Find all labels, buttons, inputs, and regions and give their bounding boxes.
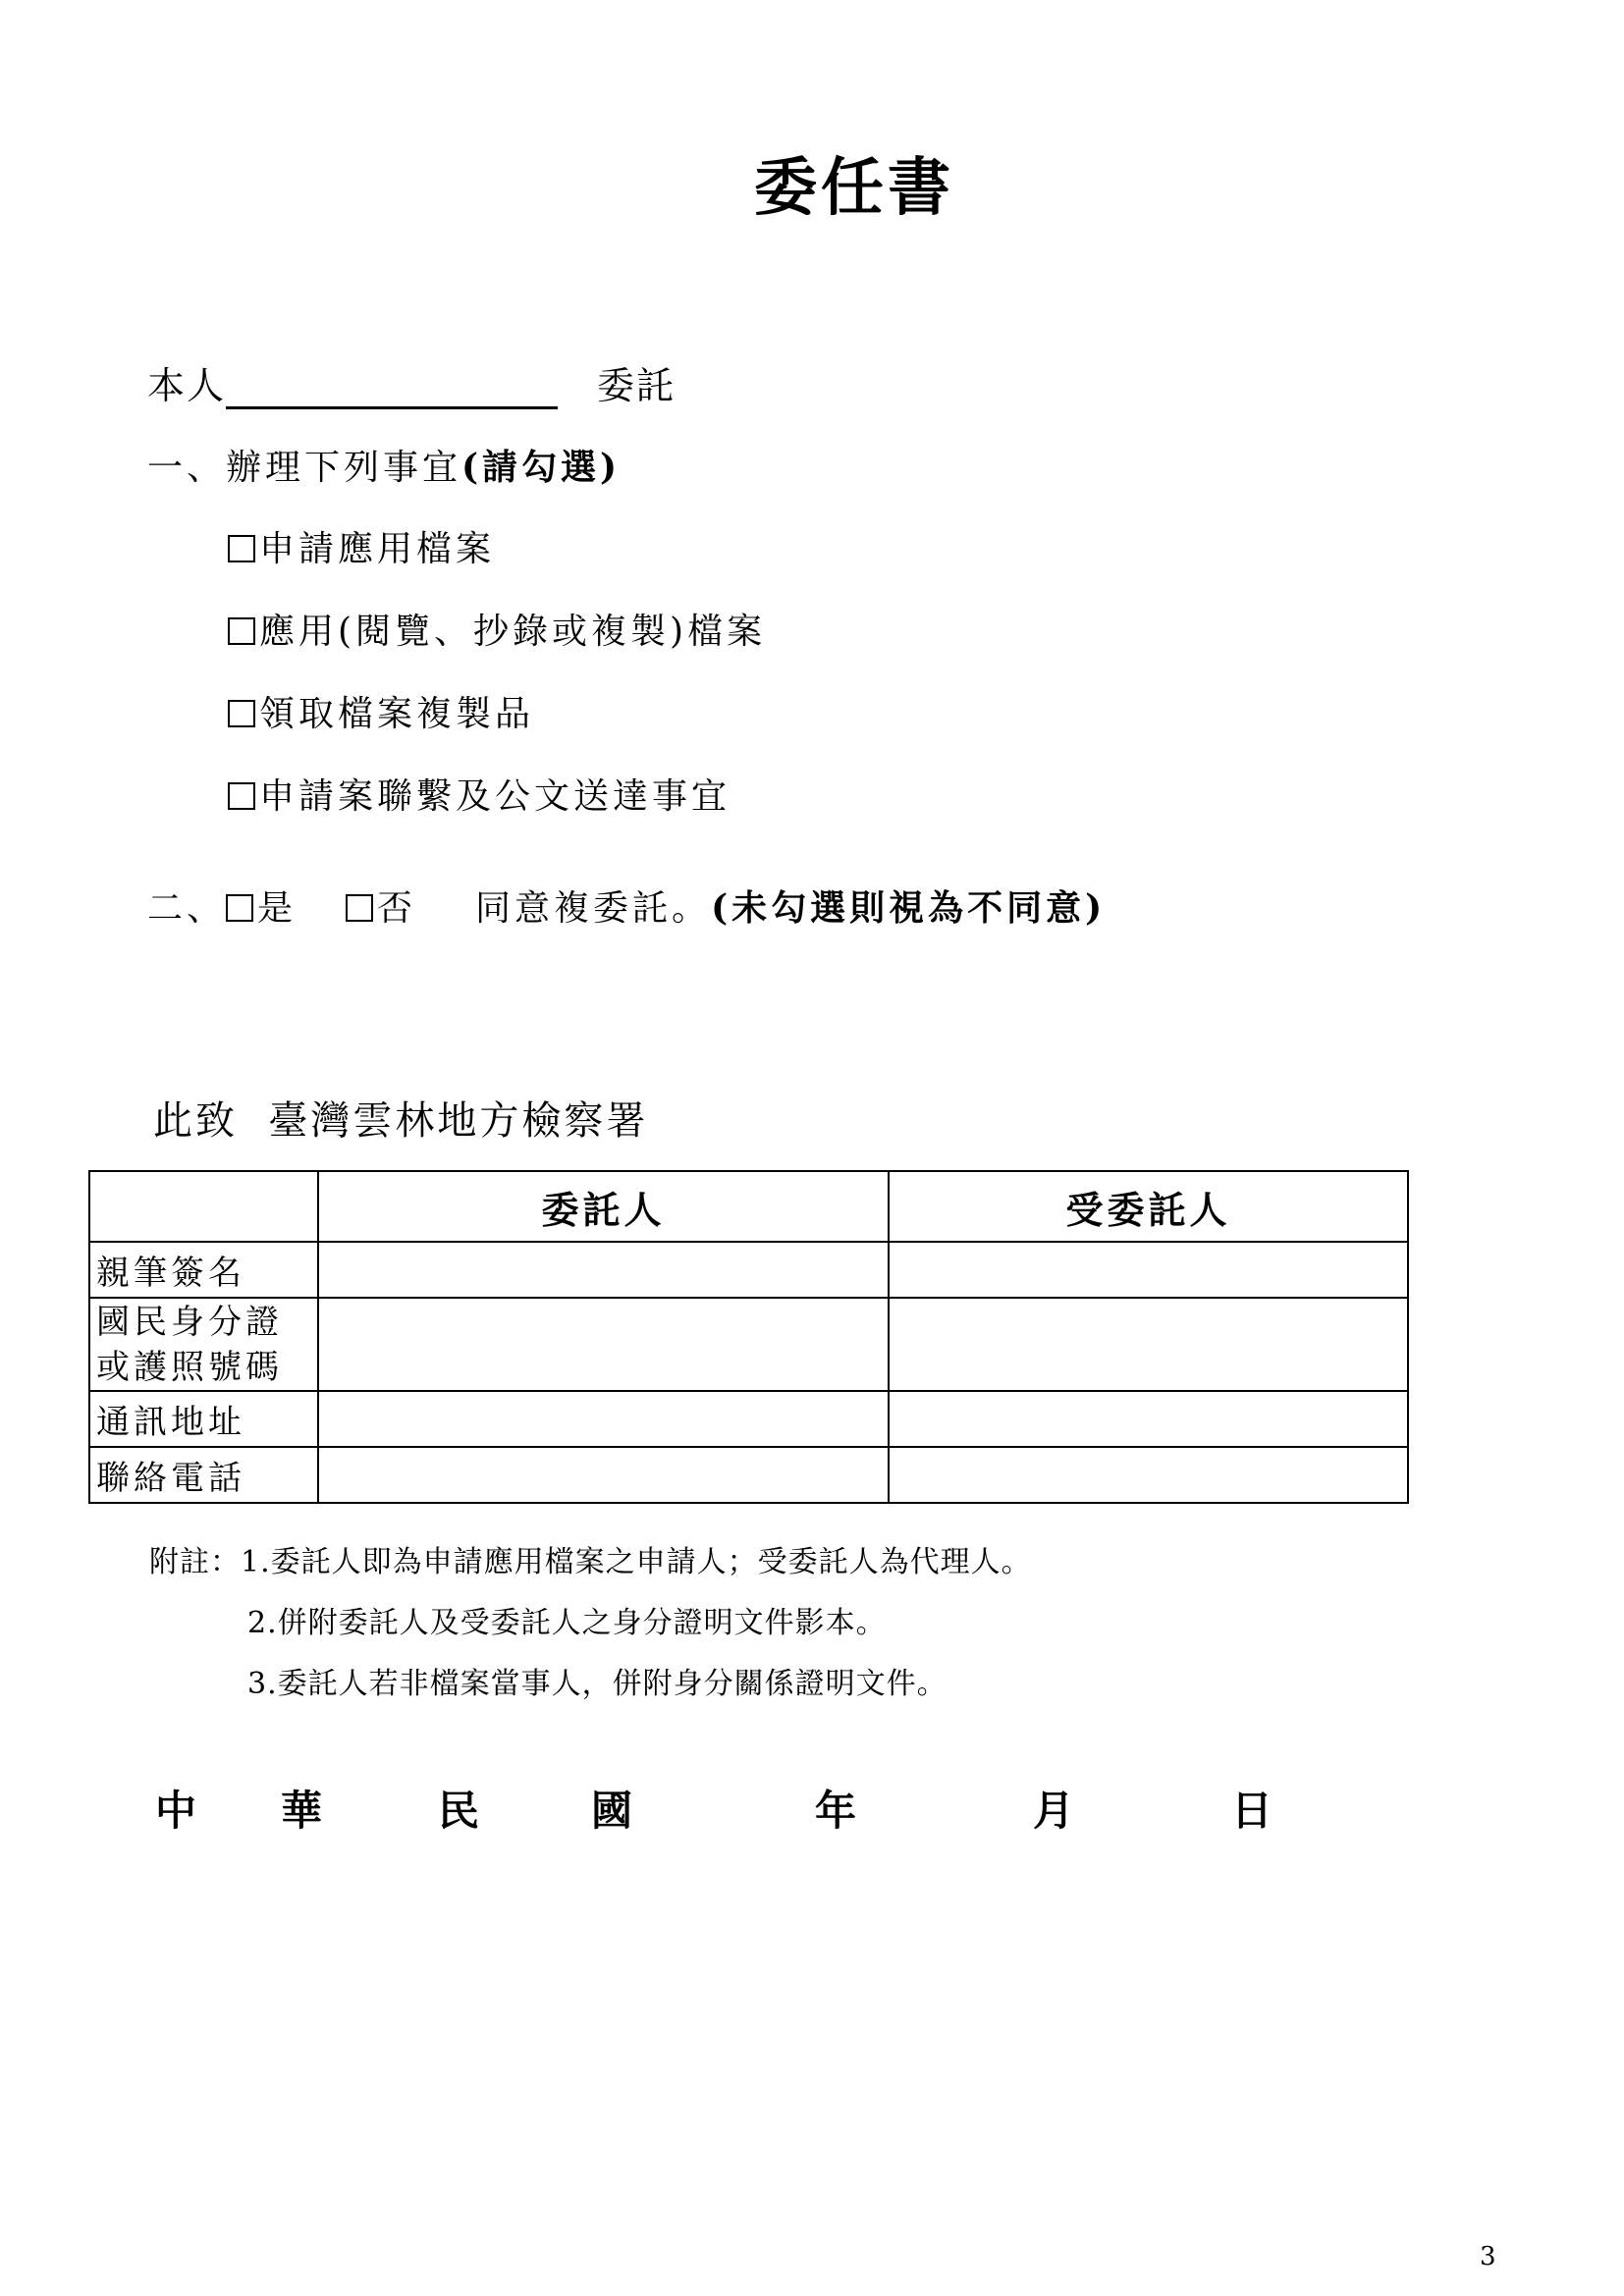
row-label: 親筆簽名 xyxy=(89,1242,318,1298)
option-label: 應用(閱覽、抄錄或複製)檔案 xyxy=(259,612,767,652)
checkbox[interactable] xyxy=(228,535,255,562)
section1-note: (請勾選) xyxy=(461,447,622,488)
principal-prefix: 本人 xyxy=(147,364,227,407)
section2-prefix: 二、 xyxy=(147,888,227,929)
section1-heading xyxy=(147,440,621,490)
agent-phone-cell[interactable] xyxy=(889,1447,1408,1503)
option-label: 申請案聯繫及公文送達事宜 xyxy=(259,776,731,817)
table-header-row xyxy=(89,1171,1408,1242)
option-use-archive[interactable] xyxy=(228,604,766,654)
table-row xyxy=(89,1391,1408,1447)
date-label-month: 月 xyxy=(1033,1787,1075,1835)
option-label: 領取檔案複製品 xyxy=(259,694,535,734)
option-label: 申請應用檔案 xyxy=(259,529,496,569)
entrust-label: 委託 xyxy=(597,364,677,407)
header-agent: 受委託人 xyxy=(889,1171,1408,1242)
option-collect-copies[interactable] xyxy=(228,686,534,736)
delegation-table xyxy=(88,1170,1409,1504)
date-label-year: 年 xyxy=(815,1787,857,1835)
principal-signature-cell[interactable] xyxy=(318,1242,889,1298)
principal-name-blank[interactable] xyxy=(226,367,558,409)
page-number: 3 xyxy=(1480,2242,1496,2271)
agent-address-cell[interactable] xyxy=(889,1391,1408,1447)
date-label-hua: 華 xyxy=(281,1787,323,1835)
checkbox-yes[interactable] xyxy=(226,894,253,922)
section2-text: 同意複委託。 xyxy=(475,888,712,929)
checkbox[interactable] xyxy=(228,782,255,810)
agent-id-cell[interactable] xyxy=(889,1298,1408,1391)
principal-address-cell[interactable] xyxy=(318,1391,889,1447)
principal-id-cell[interactable] xyxy=(318,1298,889,1391)
yes-label: 是 xyxy=(257,888,298,929)
agent-signature-cell[interactable] xyxy=(889,1242,1408,1298)
principal-line xyxy=(147,355,676,409)
row-label: 通訊地址 xyxy=(89,1391,318,1447)
table-row xyxy=(89,1242,1408,1298)
option-apply-archive[interactable] xyxy=(228,521,495,571)
document-title: 委任書 xyxy=(754,151,954,225)
table-corner-cell xyxy=(89,1171,318,1242)
date-label-day: 日 xyxy=(1231,1787,1273,1835)
header-principal: 委託人 xyxy=(318,1171,889,1242)
checkbox-no[interactable] xyxy=(346,894,373,922)
row-label: 聯絡電話 xyxy=(89,1447,318,1503)
section1-label: 一、辦理下列事宜 xyxy=(147,448,462,488)
section2-note: (未勾選則視為不同意) xyxy=(711,887,1107,929)
note-item: 3.委託人若非檔案當事人，併附身分關係證明文件。 xyxy=(247,1667,947,1701)
option-contact-delivery[interactable] xyxy=(228,769,731,819)
note-item: 附註：1.委託人即為申請應用檔案之申請人；受委託人為代理人。 xyxy=(149,1545,1032,1579)
note-item: 2.併附委託人及受委託人之身分證明文件影本。 xyxy=(247,1606,887,1640)
date-label-zhong: 中 xyxy=(155,1787,197,1835)
table-row xyxy=(89,1298,1408,1391)
checkbox[interactable] xyxy=(228,700,255,727)
date-label-guo: 國 xyxy=(591,1787,633,1835)
table-row xyxy=(89,1447,1408,1503)
date-label-min: 民 xyxy=(438,1787,480,1835)
section2-line xyxy=(147,881,1106,931)
recipient-line: 此致 臺灣雲林地方檢察署 xyxy=(153,1098,649,1144)
no-label: 否 xyxy=(377,888,417,929)
checkbox[interactable] xyxy=(228,617,255,645)
principal-phone-cell[interactable] xyxy=(318,1447,889,1503)
row-label: 國民身分證 或護照號碼 xyxy=(89,1298,318,1391)
